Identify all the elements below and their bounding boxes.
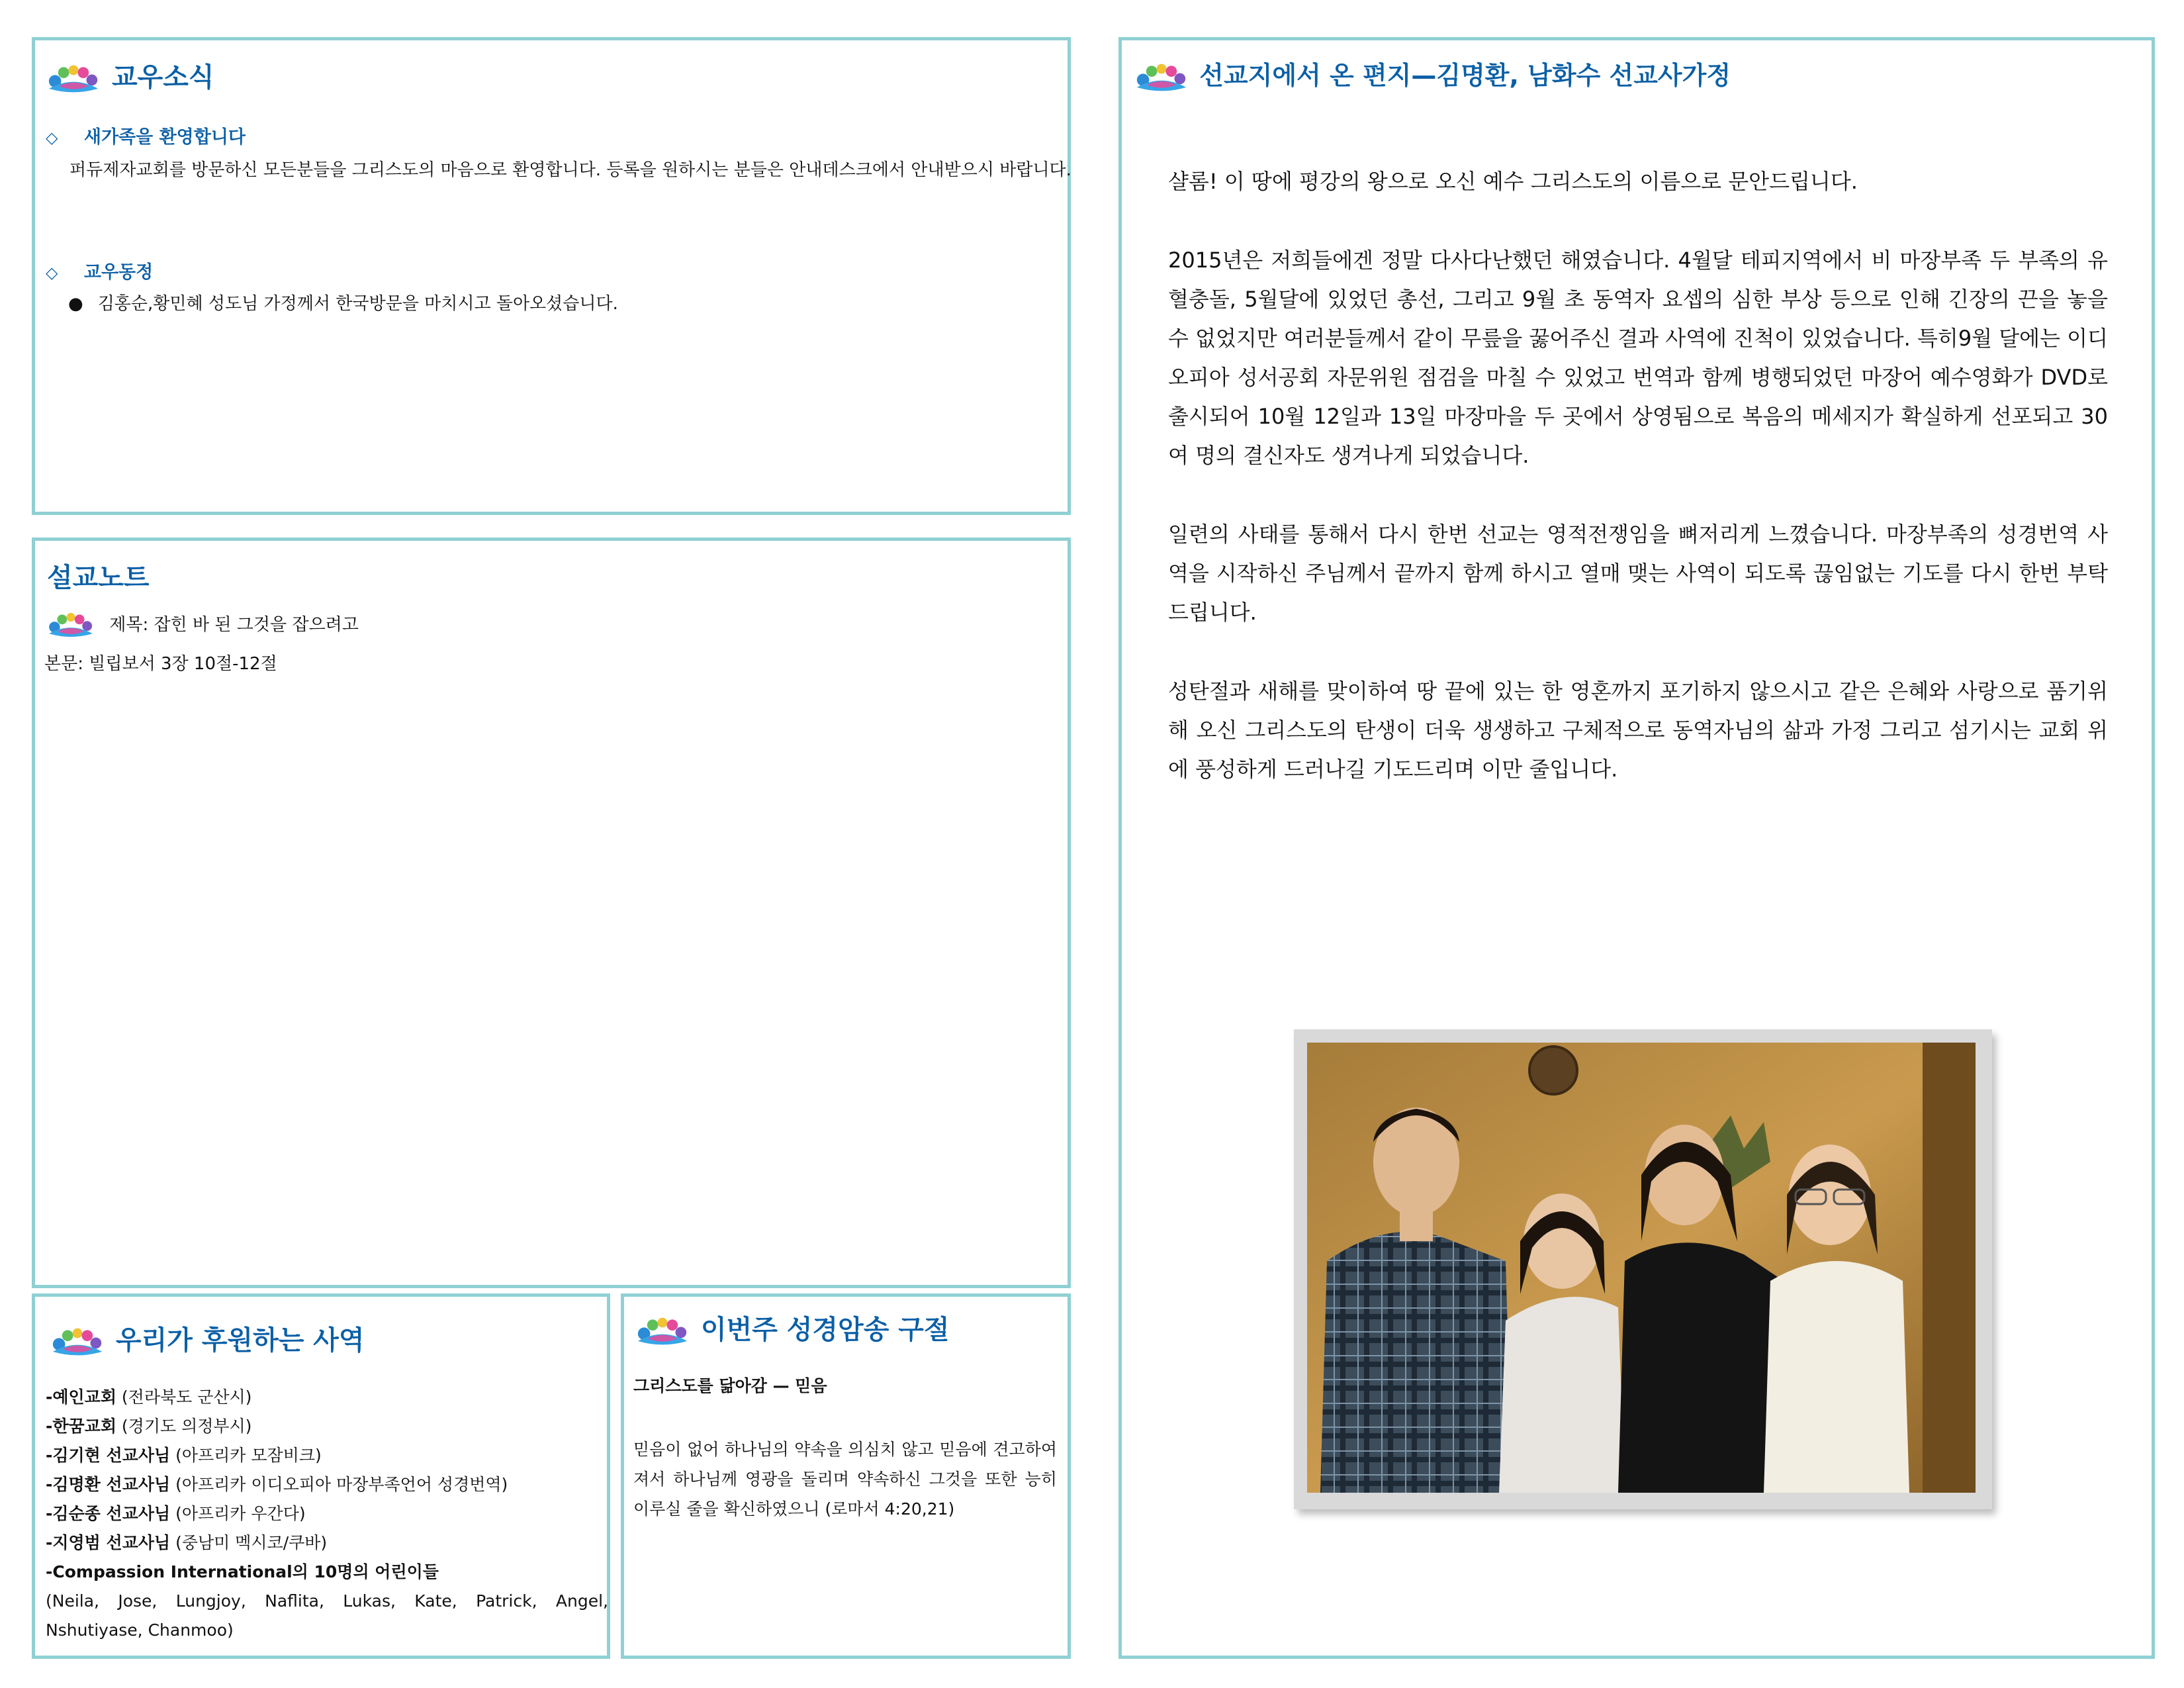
news-title-row [44,56,214,96]
updates-item-text: 김홍순,황민혜 성도님 가정께서 한국방문을 마치시고 돌아오셨습니다. [97,294,618,314]
updates-heading-row [46,258,153,283]
bullet-dot-icon: ● [68,294,83,314]
support-item [46,1558,608,1587]
updates-heading: 교우동정 [83,262,154,283]
support-item [46,1441,608,1470]
letter-body [1168,162,2108,829]
welcome-body: 퍼듀제자교회를 방문하신 모든분들을 그리스도의 마음으로 환영합니다. 등록을 원하시는 분들은 안내데스크에서 안내받으시 바랍니다. [69,160,1071,180]
welcome-heading-row [46,122,246,148]
support-children: (Neila, Jose, Lungjoy, Naflita, Lukas, Kate, Patrick, Angel, Nshutiyase, Chanmoo) [46,1591,608,1640]
letter-paragraph: 성탄절과 새해를 맞이하여 땅 끝에 있는 한 영혼까지 포기하지 않으시고 같은 은혜와 사랑으로 품기위해 오신 그리스도의 탄생이 더욱 생생하고 구체적으로 동역자님의 삶과 가정 그리고 섬기시는 교회 위에 풍성하게 드러나길 기도드리며 이만 줄입니다. [1168,679,2108,782]
support-item-name: -예인교회 [46,1387,116,1407]
church-logo-icon [48,1325,107,1359]
verse-box [621,1293,1071,1659]
support-item-detail: (아프리카 우간다) [170,1504,306,1523]
verse-subtitle: 그리스도를 닮아감 — 믿음 [633,1376,827,1395]
support-item [46,1383,608,1412]
support-box [32,1293,610,1659]
support-item-detail: (전라북도 군산시) [116,1387,252,1407]
support-item-name: -김명환 선교사님 [46,1475,171,1494]
news-title: 교우소식 [111,62,214,93]
letter-title: 선교지에서 온 편지—김명환, 남화수 선교사가정 [1199,61,1731,90]
support-title: 우리가 후원하는 사역 [115,1325,365,1356]
welcome-heading: 새가족을 환영합니다 [83,127,246,148]
verse-body: 믿음이 없어 하나님의 약속을 의심치 않고 믿음에 견고하여져서 하나님께 영광을 돌리며 약속하신 그것을 또한 능히 이루실 줄을 확신하였으니 (로마서 4:20,21) [633,1440,1057,1519]
verse-title: 이번주 성경암송 구절 [700,1315,950,1345]
church-logo-icon [44,610,97,640]
letter-paragraph: 샬롬! 이 땅에 평강의 왕으로 오신 예수 그리스도의 이름으로 문안드립니다. [1168,169,1858,194]
support-item-detail: (아프리카 모잠비크) [170,1446,322,1465]
news-box [32,37,1071,515]
support-item-name: -지영범 선교사님 [46,1533,171,1552]
support-item-name: -Compassion International의 10명의 어린이들 [46,1562,439,1581]
updates-item [68,289,618,318]
support-item [46,1499,608,1528]
church-logo-icon [44,62,103,96]
support-item [46,1412,608,1441]
sermon-text: 본문: 빌립보서 3장 10절-12절 [44,654,277,674]
letter-title-row [1132,55,1731,95]
photo-frame [1294,1029,1992,1509]
sermon-title: 설교노트 [47,563,150,593]
support-list [46,1383,608,1645]
verse-title-row [633,1309,950,1348]
support-item [46,1470,608,1499]
diamond-bullet-icon: ◇ [46,128,58,147]
family-photo [1307,1043,1976,1493]
church-logo-icon [1132,60,1191,95]
support-item-name: -김순종 선교사님 [46,1504,171,1523]
sermon-subject-row [44,610,359,640]
support-item-detail: (중남미 멕시코/쿠바) [170,1533,328,1552]
support-item-name: -한꿈교회 [46,1417,116,1436]
sermon-subject: 제목: 잡힌 바 된 그것을 잡으려고 [109,614,359,635]
support-title-row [48,1319,365,1359]
diamond-bullet-icon: ◇ [46,263,58,282]
letter-paragraph: 2015년은 저희들에겐 정말 다사다난했던 해였습니다. 4월달 테피지역에서 비 마장부족 두 부족의 유혈충돌, 5월달에 있었던 총선, 그리고 9월 초 동역자 요셉의 심한 부상 등으로 인해 긴장의 끈을 놓을 수 없었지만 여러분들께서 같이 무릎을 꿇어주신 결과 사역에 진척이 있었습니다. 특히9월 달에는 이디오피아 성서공회 자문위원 점검을 마칠 수 있었고 번역과 함께 병행되었던 마장어 예수영화가 DVD로 출시되어 10월 12일과 13일 마장마을 두 곳에서 상영됨으로 복음의 메세지가 확실하게 선포되고 30여 명의 결신자도 생겨나게 되었습니다. [1168,248,2108,468]
church-logo-icon [633,1314,692,1348]
support-item-detail: (경기도 의정부시) [116,1417,252,1436]
letter-paragraph: 일련의 사태를 통해서 다시 한번 선교는 영적전쟁임을 뼈저리게 느꼈습니다. 마장부족의 성경번역 사역을 시작하신 주님께서 끝까지 함께 하시고 열매 맺는 사역이 되도록 끊임없는 기도를 다시 한번 부탁드립니다. [1168,522,2108,625]
support-item-name: -김기현 선교사님 [46,1446,171,1465]
support-item [46,1528,608,1558]
support-item-detail: (아프리카 이디오피아 마장부족언어 성경번역) [170,1475,508,1494]
sermon-box [32,538,1071,1288]
